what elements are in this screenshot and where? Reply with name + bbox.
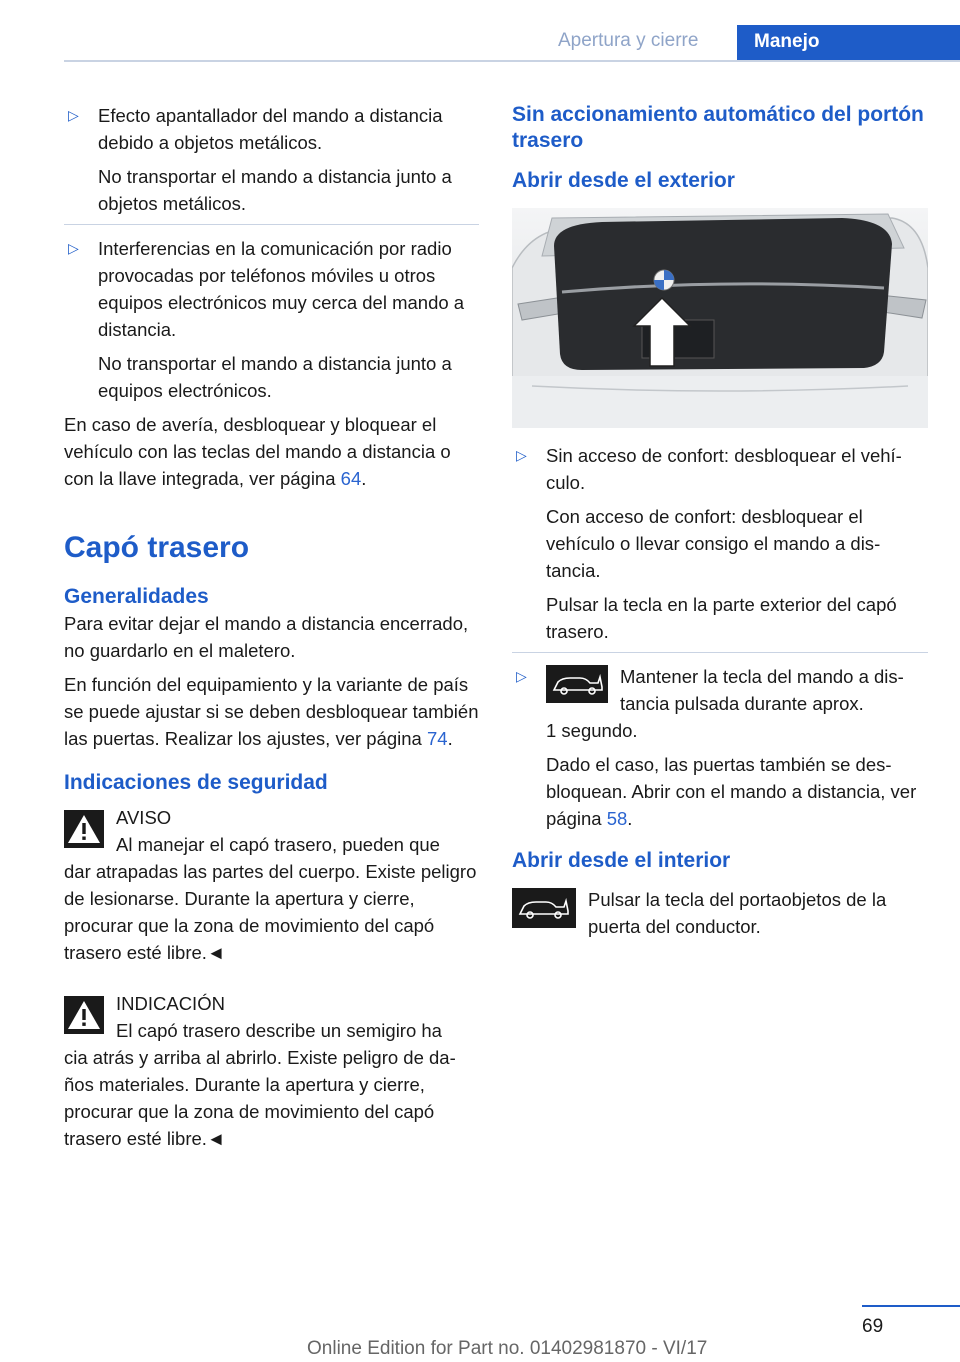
section-title: Capó trasero [64, 531, 250, 564]
triangle-bullet-icon: ▷ [516, 668, 527, 684]
page-link[interactable]: 58 [606, 808, 628, 829]
subtext: Dado el caso, las puertas también se desbloquean. Abrir con el mando a distancia, ver página [546, 754, 917, 829]
trunk-button-icon [546, 665, 608, 703]
bullet-item [64, 102, 479, 156]
interior-instruction [512, 886, 928, 940]
triangle-bullet-icon: ▷ [68, 240, 79, 256]
header-tab: Manejo [737, 25, 960, 62]
trunk-photo [512, 208, 928, 428]
divider [512, 652, 928, 653]
warning-text: dar atrapadas las partes del cuerpo. Existe peligro de lesionarse. Durante la apertura y cierre, procurar que la zona de movimiento del capó trasero esté libre.◄ [64, 861, 477, 963]
warning-icon [64, 810, 104, 848]
warning-block [64, 804, 479, 966]
footer-rule [862, 1305, 960, 1307]
triangle-bullet-icon: ▷ [68, 107, 79, 123]
bullet-item [512, 442, 928, 496]
bullet-subtext: Pulsar la tecla en la parte exterior del capó trasero. [546, 594, 897, 642]
bullet-text: Sin acceso de confort: desbloquear el vehículo. [546, 445, 902, 493]
warning-label: INDICACIÓN [116, 993, 225, 1014]
page-link[interactable]: 74 [427, 728, 448, 749]
bullet-text: Interferencias en la comunicación por radio provocadas por teléfonos móviles u otros equipos electrónicos muy cerca del mando a distancia. [98, 238, 465, 340]
subsection-heading: Indicaciones de seguridad [64, 771, 328, 794]
subsection-heading: Abrir desde el exterior [512, 169, 735, 192]
trunk-button-icon [512, 888, 576, 928]
bullet-item [512, 663, 928, 717]
triangle-bullet-icon: ▷ [516, 447, 527, 463]
warning-line: El capó trasero describe un semigiro ha [116, 1020, 442, 1041]
section-heading: Sin accionamiento automático del portón trasero [512, 103, 924, 152]
bullet-subtext: 1 segundo. [546, 720, 638, 741]
page-number: 69 [862, 1316, 884, 1337]
bullet-subtext: Dado el caso, las puertas también se desbloquean. Abrir con el mando a distancia, ver página 58. [546, 754, 917, 829]
header-rule [64, 60, 960, 62]
bullet-subtext: Con acceso de confort: desbloquear el vehículo o llevar consigo el mando a distancia. [546, 506, 881, 581]
header-section: Apertura y cierre [558, 30, 699, 51]
bullet-subtext: No transportar el mando a distancia junto a equipos electrónicos. [98, 353, 452, 401]
bullet-text: Mantener la tecla del mando a distancia pulsada durante aprox. [620, 666, 904, 714]
bullet-item [64, 235, 479, 343]
page-link[interactable]: 64 [340, 468, 362, 489]
right-column [512, 102, 928, 947]
warning-block [64, 990, 479, 1152]
bullet-text: Efecto apantallador del mando a distancia debido a objetos metálicos. [98, 105, 443, 153]
instruction-text: Pulsar la tecla del portaobjetos de la puerta del conductor. [588, 889, 887, 937]
warning-label: AVISO [116, 807, 172, 828]
general-paragraph: En función del equipamiento y la variante de país se puede ajustar si se deben desbloquear también las puertas. Realizar los ajustes, ver página 74. [64, 674, 479, 749]
subsection-heading: Abrir desde el interior [512, 849, 731, 872]
warning-icon [64, 996, 104, 1034]
bullet-subtext: No transportar el mando a distancia junto a objetos metálicos. [98, 166, 452, 214]
warning-text: cia atrás y arriba al abrirlo. Existe peligro de daños materiales. Durante la apertura y cierre, procurar que la zona de movimiento del capó trasero esté libre.◄ [64, 1047, 456, 1149]
left-column [64, 102, 479, 1152]
subsection-heading: Generalidades [64, 585, 209, 608]
failure-text: En caso de avería, desbloquear y bloquear el vehículo con las teclas del mando a distancia o con la llave integrada, ver página [64, 414, 451, 489]
warning-line: Al manejar el capó trasero, pueden que [116, 834, 440, 855]
general-paragraph: Para evitar dejar el mando a distancia encerrado, no guardarlo en el maletero. [64, 613, 469, 661]
failure-paragraph: En caso de avería, desbloquear y bloquear el vehículo con las teclas del mando a distancia o con la llave integrada, ver página 64. [64, 414, 451, 489]
divider [64, 224, 479, 225]
edition-text: Online Edition for Part no. 01402981870 - VI/17 [307, 1338, 708, 1359]
general-text: En función del equipamiento y la variante de país se puede ajustar si se deben desbloquear también las puertas. Realizar los ajustes, ver página [64, 674, 479, 749]
